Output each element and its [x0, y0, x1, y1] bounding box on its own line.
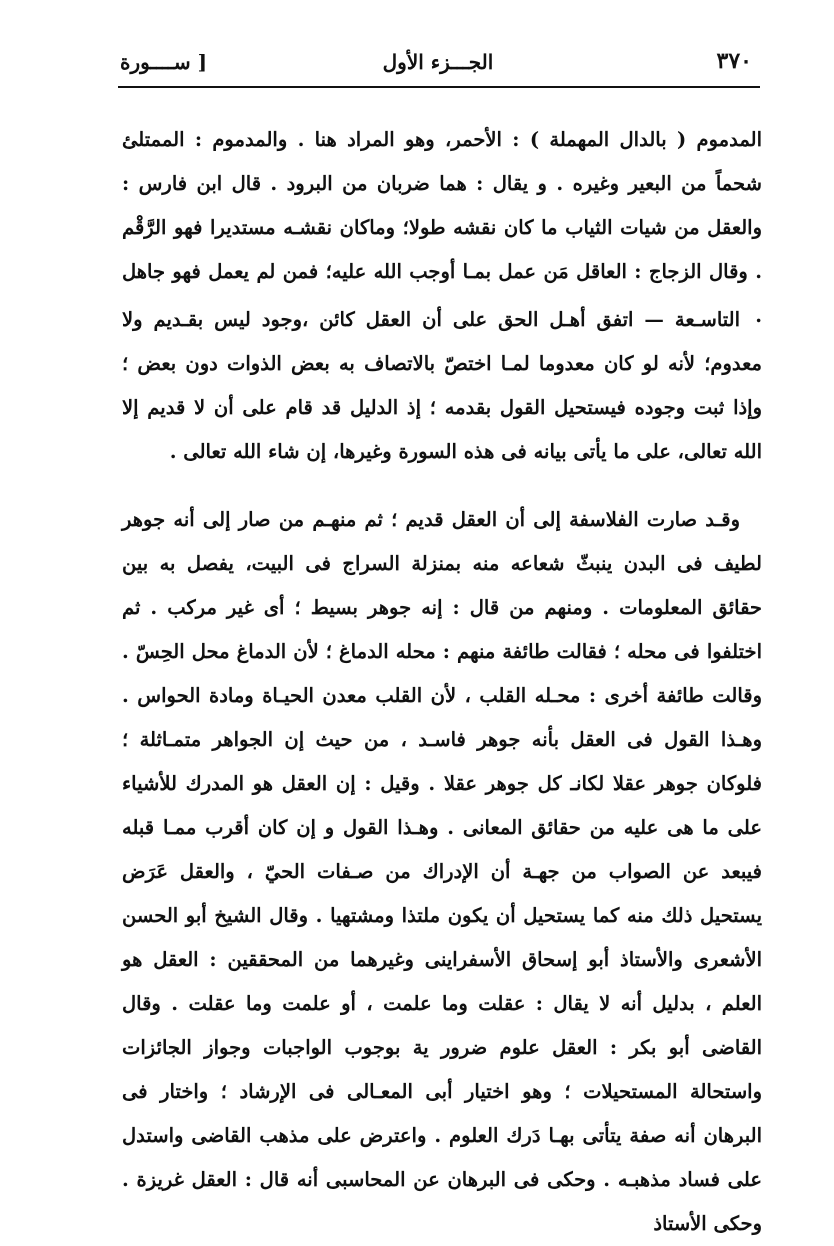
- part-title: الجـــزء الأول: [382, 50, 494, 74]
- surah-label: [ ســــورة: [120, 50, 208, 74]
- page-number: ٣٧٠: [716, 48, 752, 74]
- paragraph-ninth-point: التاسـعة — اتفق أهـل الحق على أن العقل كائن ،وجود ليس بقـديم ولا معدوم؛ لأنه لو كان معدوما لمـا اختصّ بالاتصاف به بعض الذوات دون بعض ؛ وإذا ثبت وجوده فيستحيل القول بقدمه ؛ إذ الدليل قد قام على أن لا قديم إلا الله تعالى، على ما يأتى بيانه فى هذه السورة وغيرها، إن شاء الله تعالى .: [122, 308, 762, 463]
- page-header: [118, 48, 758, 82]
- paragraph-definition: المدموم ( بالدال المهملة ) : الأحمر، وهو المراد هنا . والمدموم : الممتلئ شحماً من البعير وغيره . و يقال : هما ضربان من البرود . قال ابن فارس : والعقل من شيات الثياب ما كان نقشه طولا؛ وماكان نقشـه مستديرا فهو الرَّقْم . وقال الزجاج : العاقل مَن عمل بمـا أوجب الله عليه؛ فمن لم يعمل فهو جاهل .: [122, 128, 762, 327]
- header-row: [118, 48, 758, 82]
- header-divider: [118, 86, 760, 88]
- paragraph-philosophers: وقـد صارت الفلاسفة إلى أن العقل قديم ؛ ثم منهـم من صار إلى أنه جوهر لطيف فى البدن ينبثّ شعاعه منه بمنزلة السراج فى البيت، يفصل به بين حقائق المعلومات . ومنهم من قال : إنه جوهر بسيط ؛ أى غير مركب . ثم اختلفوا فى محله ؛ فقالت طائفة منهم : محله الدماغ ؛ لأن الدماغ محل الحِسّ . وقالت طائفة أخرى : محـله القلب ، لأن القلب معدن الحيـاة ومادة الحواس . وهـذا القول فى العقل بأنه جوهر فاسـد ، من حيث إن الجواهر متمـاثلة ؛ فلوكان جوهر عقلا لكانـ كل جوهر عقلا . وقيل : إن العقل هو المدرك للأشياء على ما هى عليه من حقائق المعانى . وهـذا القول و إن كان أقرب ممـا قبله فيبعد عن الصواب من جهـة أن الإدراك من صـفات الحيّ ، والعقل عَرَض يستحيل ذلك منه كما يستحيل أن يكون ملتذا ومشتهيا . وقال الشيخ أبو الحسن الأشعرى والأستاذ أبو إسحاق الأسفراينى وغيرهما من المحققين : العقل هو العلم ، بدليل أنه لا يقال : عقلت وما علمت ، أو علمت وما عقلت . وقال القاضى أبو بكر : العقل علوم ضرور ية بوجوب الواجبات وجواز الجائزات واستحالة المستحيلات ؛ وهو اختيار أبى المعـالى فى الإرشاد ؛ واختار فى البرهان أنه صفة يتأتى بهـا دَرك العلوم . واعترض على مذهب القاضى واستدل على فساد مذهبـه . وحكى فى البرهان عن المحاسبى أنه قال : العقل غريزة . وحكى الأستاذ: [122, 508, 762, 1235]
